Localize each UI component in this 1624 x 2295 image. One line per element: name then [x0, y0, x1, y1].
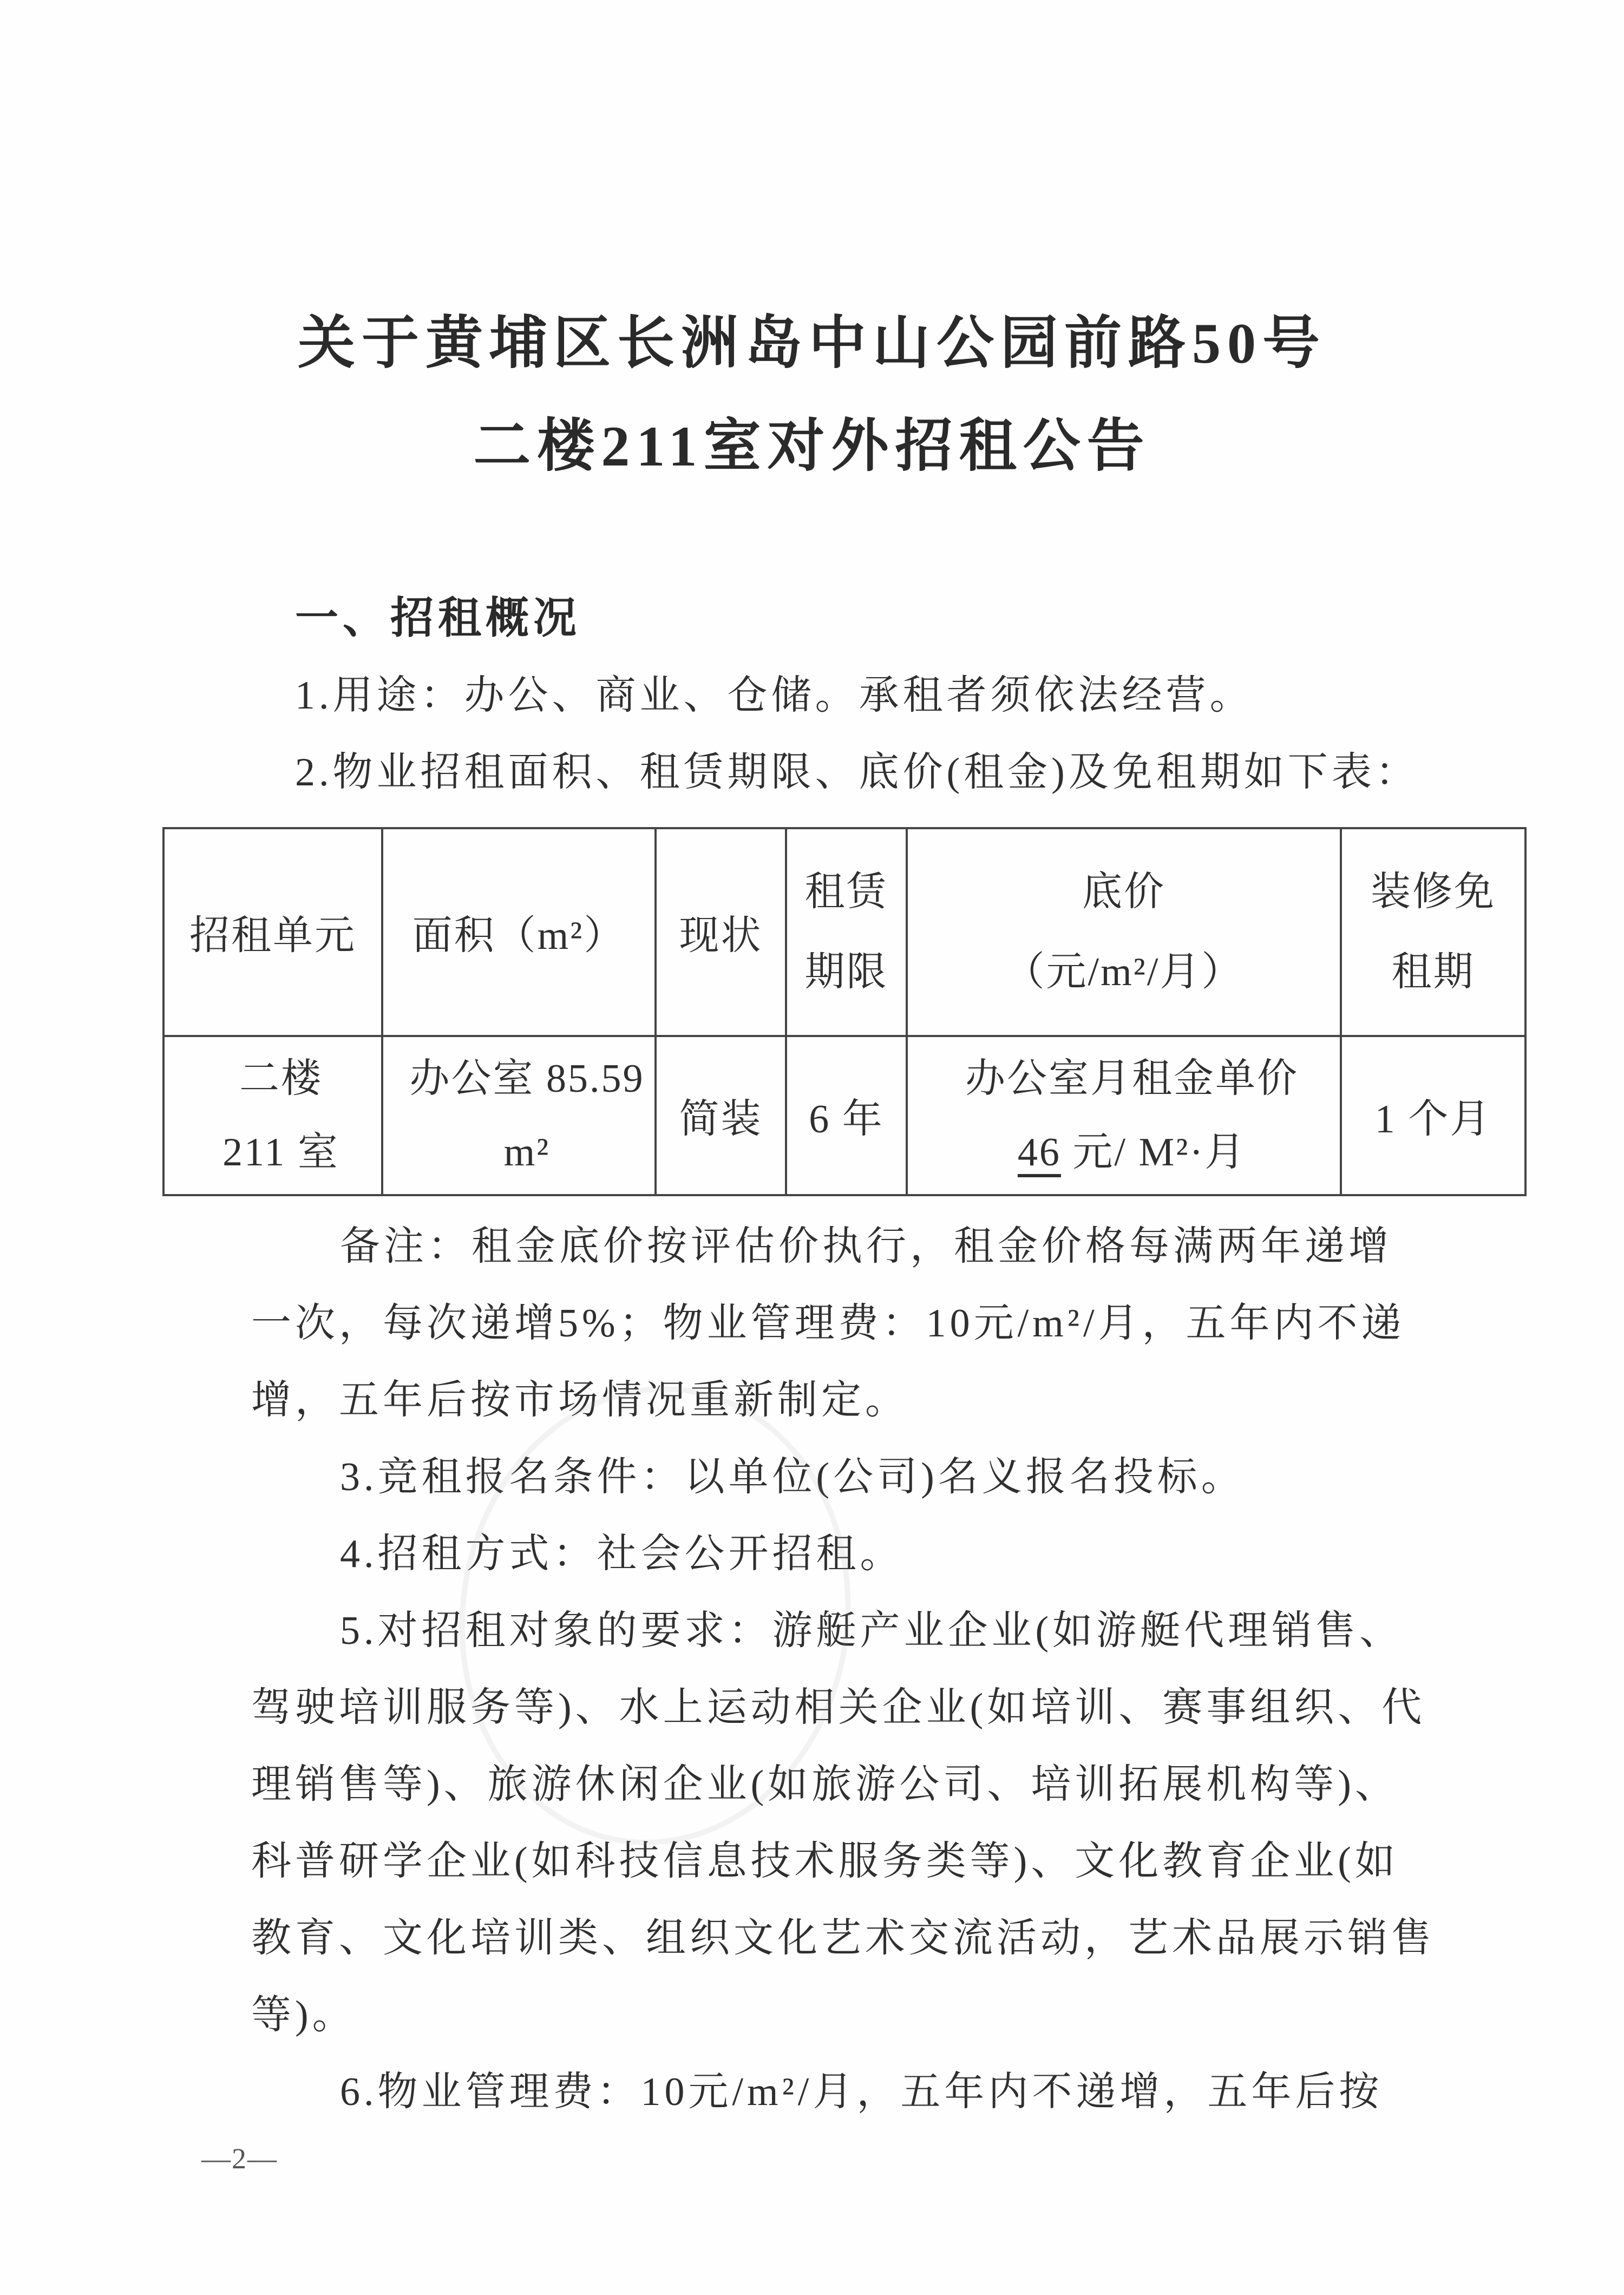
section-heading: 一、招租概况 [295, 594, 581, 642]
header-cell-area: 面积（m²） [382, 828, 656, 1036]
paragraph-item-6: 6.物业管理费：10元/m²/月，五年内不递增，五年后按 [340, 2070, 1383, 2114]
remark-line-3: 增，五年后按市场情况重新制定。 [251, 1378, 909, 1422]
cell-rent-free: 1 个月 [1341, 1036, 1525, 1195]
paragraph-item-5-line-4: 科普研学企业(如科技信息技术服务类等)、文化教育企业(如 [251, 1839, 1399, 1884]
cell-status: 简装 [656, 1036, 786, 1195]
paragraph-item-1: 1.用途：办公、商业、仓储。承租者须依法经营。 [295, 673, 1254, 718]
header-cell-rent-free: 装修免 租期 [1341, 828, 1525, 1036]
base-price-unit: 元/ M²·月 [1060, 1130, 1247, 1175]
paragraph-item-5-line-3: 理销售等)、旅游休闲企业(如旅游公司、培训拓展机构等)、 [251, 1762, 1399, 1807]
cell-base-price: 办公室月租金单价 46 元/ M²·月 [907, 1036, 1341, 1195]
items-block [251, 1439, 1550, 2130]
remark-line-2: 一次，每次递增5%；物业管理费：10元/m²/月，五年内不递 [251, 1301, 1405, 1346]
table-header-row [163, 828, 1525, 1036]
paragraph-item-4: 4.招租方式：社会公开招租。 [340, 1532, 904, 1576]
paragraph-item-5-line-6: 等)。 [251, 1993, 356, 2037]
header-cell-lease-term: 租赁 期限 [786, 828, 907, 1036]
title-line-1: 关于黄埔区长洲岛中山公园前路50号 [298, 312, 1326, 375]
document-title [0, 292, 1624, 498]
paragraph-item-5-line-5: 教育、文化培训类、组织文化艺术交流活动，艺术品展示销售 [251, 1916, 1435, 1960]
header-cell-status: 现状 [656, 828, 786, 1036]
cell-lease-term: 6 年 [786, 1036, 907, 1195]
rental-info-table [162, 827, 1527, 1196]
header-cell-unit: 招租单元 [163, 828, 382, 1036]
remark-paragraph [251, 1208, 1550, 1439]
remark-line-1: 备注：租金底价按评估价执行，租金价格每满两年递增 [340, 1224, 1392, 1269]
paragraph-item-5-line-1: 5.对招租对象的要求：游艇产业企业(如游艇代理销售、 [340, 1609, 1404, 1653]
paragraph-item-5-line-2: 驾驶培训服务等)、水上运动相关企业(如培训、赛事组织、代 [251, 1686, 1426, 1730]
cell-area: 办公室 85.59 m² [382, 1036, 656, 1195]
base-price-value: 46 [1017, 1130, 1061, 1175]
header-cell-base-price: 底价 （元/m²/月） [907, 828, 1341, 1036]
table-data-row [163, 1036, 1525, 1195]
page-number: —2— [201, 2142, 278, 2175]
cell-unit: 二楼 211 室 [163, 1036, 382, 1195]
paragraph-item-2: 2.物业招租面积、租赁期限、底价(租金)及免租期如下表： [295, 750, 1419, 795]
title-line-2: 二楼211室对外招租公告 [473, 415, 1151, 478]
paragraph-item-3: 3.竞租报名条件：以单位(公司)名义报名投标。 [340, 1455, 1245, 1499]
